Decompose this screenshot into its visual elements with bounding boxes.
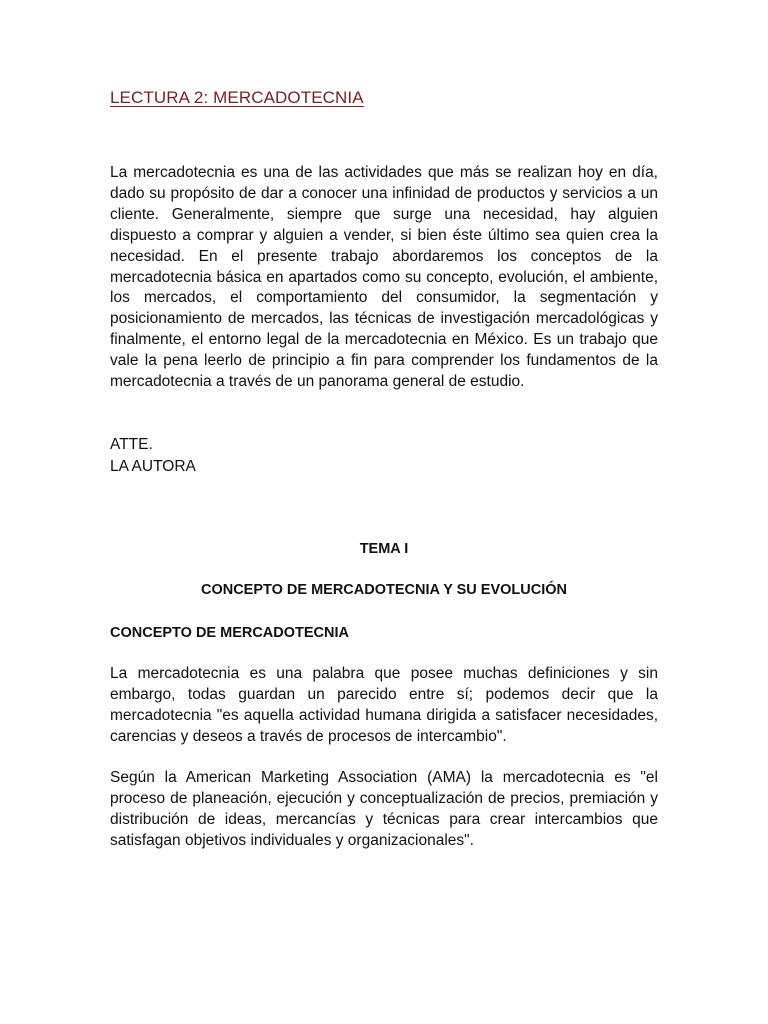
document-title: LECTURA 2: MERCADOTECNIA xyxy=(110,88,364,107)
signature-author: LA AUTORA xyxy=(110,458,196,475)
section-subheading: CONCEPTO DE MERCADOTECNIA xyxy=(110,625,349,641)
signature-atte: ATTE. xyxy=(110,436,153,453)
tema-title: CONCEPTO DE MERCADOTECNIA Y SU EVOLUCIÓN xyxy=(200,582,568,598)
body-paragraph-1: La mercadotecnia es una palabra que posee muchas definiciones y sin embargo, todas guardan un parecido entre sí; podemos decir que la mercadotecnia "es aquella actividad humana dirigida a satisfacer necesidades, carencias y deseos a través de procesos de intercambio". xyxy=(110,665,658,745)
intro-paragraph: La mercadotecnia es una de las actividades que más se realizan hoy en día, dado su propósito de dar a conocer una infinidad de productos y servicios a un cliente. Generalmente, siempre que surge una necesidad, hay alguien dispuesto a comprar y alguien a vender, si bien éste último sea quien crea la necesidad. En el presente trabajo abordaremos los conceptos de la mercadotecnia básica en apartados como su concepto, evolución, el ambiente, los mercados, el comportamiento del consumidor, la segmentación y posicionamiento de mercados, las técnicas de investigación mercadológicas y finalmente, el entorno legal de la mercadotecnia en México. Es un trabajo que vale la pena leerlo de principio a fin para comprender los fundamentos de la mercadotecnia a través de un panorama general de estudio. xyxy=(110,164,658,391)
tema-label: TEMA I xyxy=(359,541,409,557)
body-paragraph-2: Según la American Marketing Association (AMA) la mercadotecnia es "el proceso de planeación, ejecución y conceptualización de precios, premiación y distribución de ideas, mercancías y técnicas para crear intercambios que satisfagan objetivos individuales y organizacionales". xyxy=(110,769,658,849)
